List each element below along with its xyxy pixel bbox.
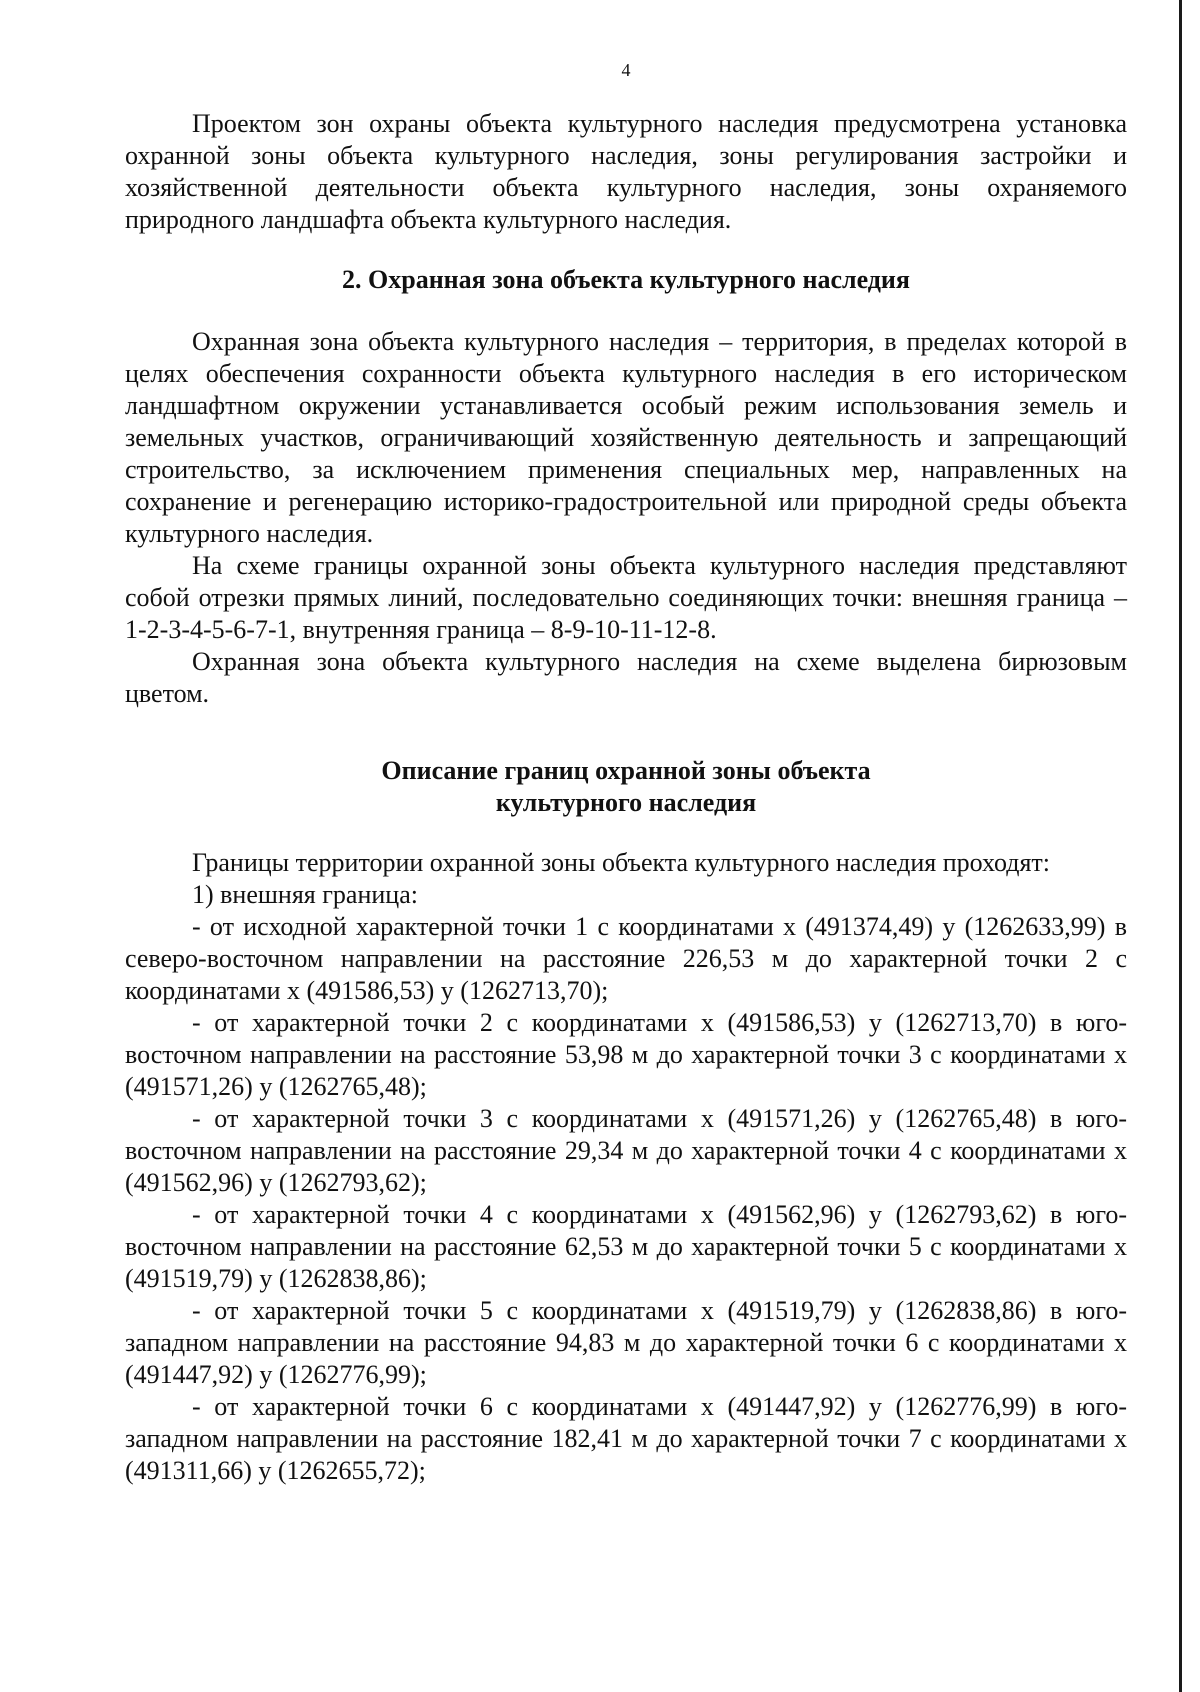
- description-heading-line: культурного наследия: [495, 788, 757, 817]
- document-page: [125, 60, 1127, 1487]
- boundary-segment: - от характерной точки 6 с координатами x (491447,92) y (1262776,99) в юго-западном направлении на расстояние 182,41 м до характерной точки 7 с координатами x (491311,66) y (1262655,72);: [125, 1392, 1127, 1485]
- scheme-paragraph: На схеме границы охранной зоны объекта культурного наследия представляют собой отрезки прямых линий, последовательно соединяющих точки: внешняя граница – 1-2-3-4-5-6-7-1, внутренняя граница – 8-9-10-11-12-8.: [125, 551, 1127, 644]
- description-heading-line: Описание границ охранной зоны объекта: [381, 756, 871, 785]
- scan-page-edge: [1179, 0, 1182, 1692]
- description-heading: [125, 755, 1127, 819]
- section-heading: 2. Охранная зона объекта культурного наследия: [342, 265, 910, 294]
- boundaries-intro: Границы территории охранной зоны объекта культурного наследия проходят:: [192, 848, 1050, 877]
- page-number: 4: [621, 60, 631, 80]
- boundary-segment: - от исходной характерной точки 1 с координатами x (491374,49) y (1262633,99) в северо-восточном направлении на расстояние 226,53 м до характерной точки 2 с координатами x (491586,53) y (1262713,70);: [125, 912, 1127, 1005]
- definition-paragraph: Охранная зона объекта культурного наследия – территория, в пределах которой в целях обеспечения сохранности объекта культурного наследия в его историческом ландшафтном окружении устанавливается особый режим использования земель и земельных участков, ограничивающий хозяйственную деятельность и запрещающий строительство, за исключением применения специальных мер, направленных на сохранение и регенерацию историко-градостроительной или природной среды объекта культурного наследия.: [125, 327, 1127, 548]
- outer-boundary-label: 1) внешняя граница:: [192, 880, 418, 909]
- boundary-segment: - от характерной точки 5 с координатами x (491519,79) y (1262838,86) в юго-западном направлении на расстояние 94,83 м до характерной точки 6 с координатами x (491447,92) y (1262776,99);: [125, 1296, 1127, 1389]
- intro-paragraph: Проектом зон охраны объекта культурного наследия предусмотрена установка охранной зоны объекта культурного наследия, зоны регулирования застройки и хозяйственной деятельности объекта культурного наследия, зоны охраняемого природного ландшафта объекта культурного наследия.: [125, 109, 1127, 234]
- boundary-segment: - от характерной точки 2 с координатами x (491586,53) y (1262713,70) в юго-восточном направлении на расстояние 53,98 м до характерной точки 3 с координатами x (491571,26) y (1262765,48);: [125, 1008, 1127, 1101]
- color-paragraph: Охранная зона объекта культурного наследия на схеме выделена бирюзовым цветом.: [125, 647, 1127, 708]
- boundary-segment: - от характерной точки 3 с координатами x (491571,26) y (1262765,48) в юго-восточном направлении на расстояние 29,34 м до характерной точки 4 с координатами x (491562,96) y (1262793,62);: [125, 1104, 1127, 1197]
- boundary-segment: - от характерной точки 4 с координатами x (491562,96) y (1262793,62) в юго-восточном направлении на расстояние 62,53 м до характерной точки 5 с координатами x (491519,79) y (1262838,86);: [125, 1200, 1127, 1293]
